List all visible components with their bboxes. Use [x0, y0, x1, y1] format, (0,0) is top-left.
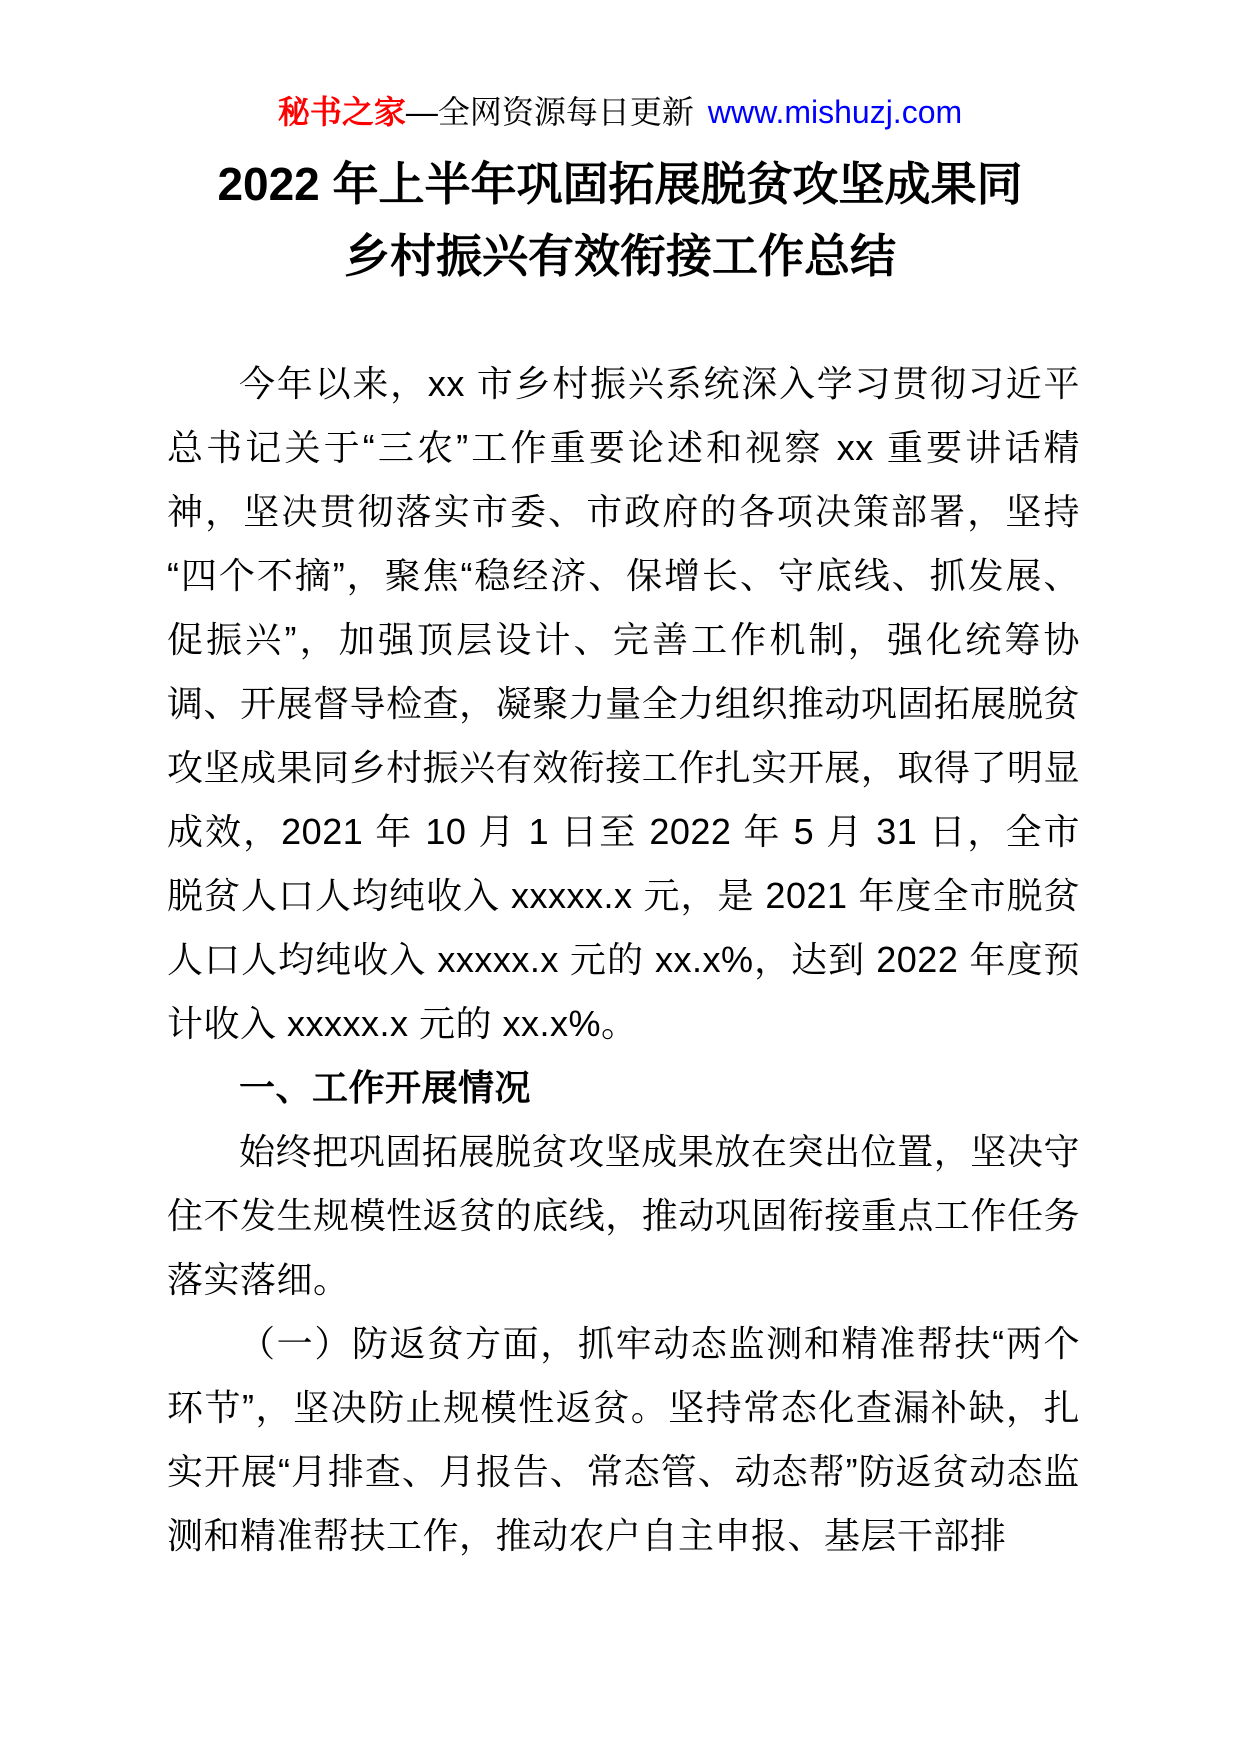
- site-dash: —: [405, 94, 438, 130]
- site-header: [0, 0, 1240, 132]
- site-tagline: 全网资源每日更新: [437, 94, 694, 130]
- intro-paragraph: 今年以来，xx 市乡村振兴系统深入学习贯彻习近平总书记关于“三农”工作重要论述和视察 xx 重要讲话精神，坚决贯彻落实市委、市政府的各项决策部署，坚持“四个不摘”，聚焦“稳经济、保增长、守底线、抓发展、促振兴”，加强顶层设计、完善工作机制，强化统筹协调、开展督导检查，凝聚力量全力组织推动巩固拓展脱贫攻坚成果同乡村振兴有效衔接工作扎实开展，取得了明显成效，2021 年 10 月 1 日至 2022 年 5 月 31 日，全市脱贫人口人均纯收入 xxxxx.x 元，是 2021 年度全市脱贫人口人均纯收入 xxxxx.x 元的 xx.x%，达到 2022 年度预计收入 xxxxx.x 元的 xx.x%。: [167, 363, 1080, 1044]
- document-title: [0, 148, 1240, 292]
- section-1-paragraph-1: 始终把巩固拓展脱贫攻坚成果放在突出位置，坚决守住不发生规模性返贫的底线，推动巩固衔接重点工作任务落实落细。: [167, 1131, 1080, 1300]
- section-1-sub-1-paragraph: （一）防返贫方面，抓牢动态监测和精准帮扶“两个环节”，坚决防止规模性返贫。坚持常态化查漏补缺，扎实开展“月排查、月报告、常态管、动态帮”防返贫动态监测和精准帮扶工作，推动农户自主申报、基层干部排: [167, 1323, 1080, 1556]
- document-title-line-1: 2022 年上半年巩固拓展脱贫攻坚成果同: [217, 158, 1023, 210]
- document-body: [167, 352, 1080, 1568]
- site-name: 秘书之家: [277, 94, 406, 130]
- site-url-link[interactable]: www.mishuzj.com: [707, 94, 963, 130]
- document-title-line-2: 乡村振兴有效衔接工作总结: [344, 230, 896, 282]
- section-1-heading: 一、工作开展情况: [239, 1067, 532, 1108]
